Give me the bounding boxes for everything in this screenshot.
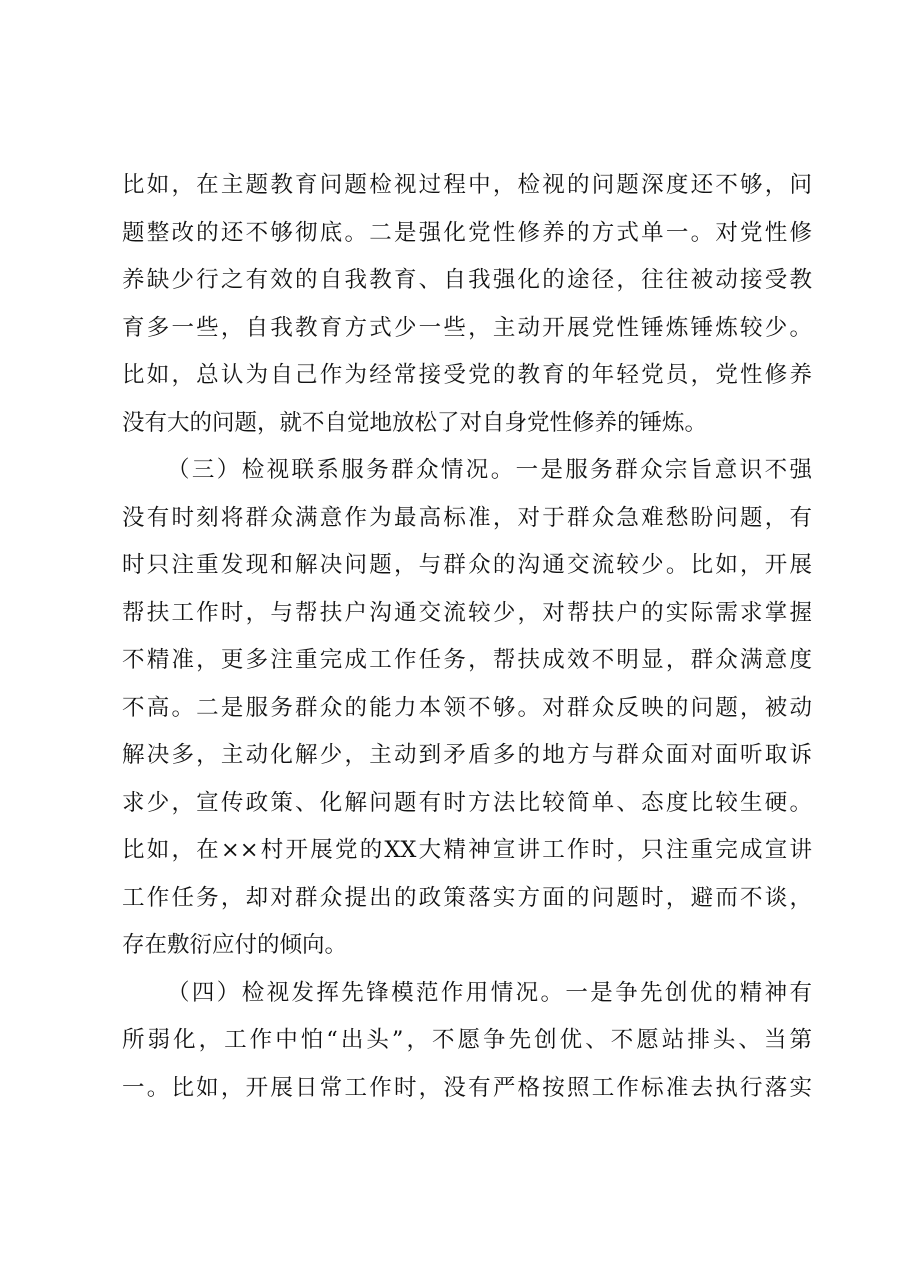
body-text (122, 162, 812, 1112)
text-line: 存在敷衍应付的倾向。 (122, 932, 348, 958)
text-line: 不精准，更多注重完成工作任务，帮扶成效不明显，群众满意度 (122, 647, 812, 673)
text-line: 没有时刻将群众满意作为最高标准，对于群众急难愁盼问题，有 (122, 504, 812, 531)
text-line: 题整改的还不够彻底。二是强化党性修养的方式单一。对党性修 (122, 219, 812, 246)
text-line: 养缺少行之有效的自我教育、自我强化的途径，往往被动接受教 (122, 267, 812, 293)
text-line: 比如，总认为自己作为经常接受党的教育的年轻党员，党性修养 (122, 362, 812, 388)
text-line: 比如，在××村开展党的XX大精神宣讲工作时，只注重完成宣讲 (122, 837, 812, 863)
text-line: 解决多，主动化解少，主动到矛盾多的地方与群众面对面听取诉 (122, 742, 812, 768)
text-line: 比如，在主题教育问题检视过程中，检视的问题深度还不够，问 (122, 172, 812, 198)
section-heading-line: （三）检视联系服务群众情况。一是服务群众宗旨意识不强 (167, 457, 812, 483)
text-line: 工作任务，却对群众提出的政策落实方面的问题时，避而不谈， (122, 884, 812, 911)
text-line: 育多一些，自我教育方式少一些，主动开展党性锤炼锤炼较少。 (122, 314, 812, 341)
text-line: 所弱化，工作中怕“出头”，不愿争先创优、不愿站排头、当第 (122, 1027, 812, 1053)
text-line: 求少，宣传政策、化解问题有时方法比较简单、态度比较生硬。 (122, 789, 812, 816)
text-line: 时只注重发现和解决问题，与群众的沟通交流较少。比如，开展 (122, 552, 812, 578)
text-line: 没有大的问题，就不自觉地放松了对自身党性修养的锤炼。 (122, 409, 708, 436)
text-line: 不高。二是服务群众的能力本领不够。对群众反映的问题，被动 (122, 694, 812, 721)
section-heading-line: （四）检视发挥先锋模范作用情况。一是争先创优的精神有 (167, 979, 812, 1006)
text-line: 一。比如，开展日常工作时，没有严格按照工作标准去执行落实 (122, 1074, 812, 1101)
text-line: 帮扶工作时，与帮扶户沟通交流较少，对帮扶户的实际需求掌握 (122, 599, 812, 626)
